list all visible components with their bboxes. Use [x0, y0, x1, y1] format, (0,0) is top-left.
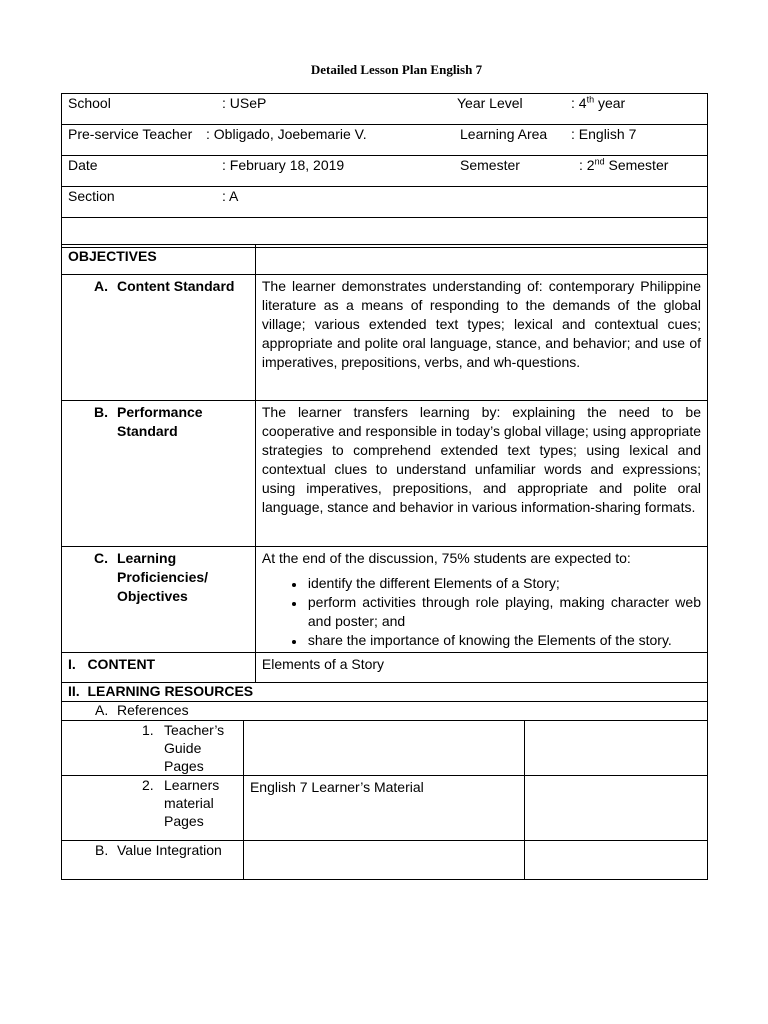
proficiencies-intro: At the end of the discussion, 75% students are expected to: [261, 550, 631, 566]
proficiencies-label-3: Objectives [117, 588, 188, 604]
list-item: • share the importance of knowing the Elements of the story. [306, 631, 701, 650]
performance-standard-label-2: Standard [117, 423, 178, 439]
teachers-guide-label-3: Pages [164, 758, 204, 774]
proficiencies-label-2: Proficiencies/ [117, 569, 209, 585]
header-row-teacher [62, 125, 708, 156]
year-level-value: : 4th year [571, 94, 626, 111]
objectives-heading-blank [255, 245, 707, 275]
section-value: : A [222, 188, 239, 204]
header-row-section [62, 187, 708, 218]
header-row-date [62, 156, 708, 187]
teachers-guide-label-cell [62, 721, 244, 776]
learning-area-value: : English 7 [571, 126, 637, 142]
teachers-guide-num: 1. [142, 722, 154, 738]
performance-standard-label-cell [62, 401, 256, 547]
header-blank-row [62, 218, 708, 248]
semester-label: Semester [460, 157, 520, 173]
value-integration-label-cell [62, 841, 244, 880]
learning-area-label: Learning Area [460, 126, 548, 142]
performance-standard-letter: B. [94, 404, 108, 420]
learners-material-label-cell [62, 776, 244, 841]
list-item: • identify the different Elements of a Story; [306, 574, 701, 593]
teachers-guide-label-2: Guide [164, 740, 202, 756]
objectives-table [61, 244, 708, 683]
value-integration-value [243, 841, 524, 880]
value-integration-label: Value Integration [117, 842, 222, 858]
document-title: Detailed Lesson Plan English 7 [310, 62, 483, 77]
proficiencies-list [262, 574, 701, 650]
date-label: Date [68, 157, 98, 173]
teachers-guide-label-1: Teacher’s [164, 722, 225, 738]
school-value: : USeP [222, 95, 267, 111]
content-label: I. CONTENT [62, 653, 256, 683]
teachers-guide-extra [525, 721, 708, 776]
value-integration-letter: B. [95, 842, 109, 858]
content-standard-label-cell [62, 275, 256, 401]
list-item: • perform activities through role playing, making character web and poster; and [306, 593, 701, 631]
teachers-guide-value [243, 721, 524, 776]
proficiencies-cell [255, 547, 707, 653]
proficiencies-label-1: Learning [117, 550, 177, 566]
references-label: References [117, 702, 189, 718]
references-row [62, 702, 708, 721]
learners-material-extra [525, 776, 708, 841]
header-row-school [62, 94, 708, 125]
learners-material-label-1: Learners [164, 777, 220, 793]
learners-material-num: 2. [142, 777, 154, 793]
learning-resources-heading: II. LEARNING RESOURCES [62, 683, 708, 702]
resources-table [61, 682, 708, 880]
date-value: : February 18, 2019 [222, 157, 345, 173]
content-standard-label: Content Standard [117, 278, 235, 294]
performance-standard-text: The learner transfers learning by: explaining the need to be cooperative and responsible in today’s global village; using appropriate strategies to comprehend extended text types; using lexical and contextual clues to understand unfamiliar words and expressions; using imperatives, prepositions, and appropriate and polite oral language, stance and behavior in various information-sharing formats. [255, 401, 707, 547]
content-value: Elements of a Story [255, 653, 707, 683]
year-level-label: Year Level [457, 95, 523, 111]
teacher-label: Pre-service Teacher [68, 126, 193, 142]
learners-material-value: English 7 Learner’s Material [243, 776, 524, 841]
objectives-heading: OBJECTIVES [62, 245, 256, 275]
learners-material-label-2: material [164, 795, 214, 811]
performance-standard-label-1: Performance [117, 404, 203, 420]
value-integration-extra [525, 841, 708, 880]
references-letter: A. [95, 702, 109, 718]
proficiencies-label-cell [62, 547, 256, 653]
teacher-value: : Obligado, Joebemarie V. [206, 126, 367, 142]
section-label: Section [68, 188, 115, 204]
proficiencies-letter: C. [94, 550, 108, 566]
learners-material-label-3: Pages [164, 813, 204, 829]
content-standard-text: The learner demonstrates understanding of: contemporary Philippine literature as a means of responding to the demands of the global village; various extended text types; lexical and contextual cues; appropriate and polite oral language, stance, and behavior; and use of imperatives, prepositions, verbs, and wh-questions. [255, 275, 707, 401]
school-label: School [68, 95, 111, 111]
content-standard-letter: A. [94, 278, 108, 294]
semester-value: : 2nd Semester [579, 156, 669, 173]
header-table [61, 93, 708, 248]
